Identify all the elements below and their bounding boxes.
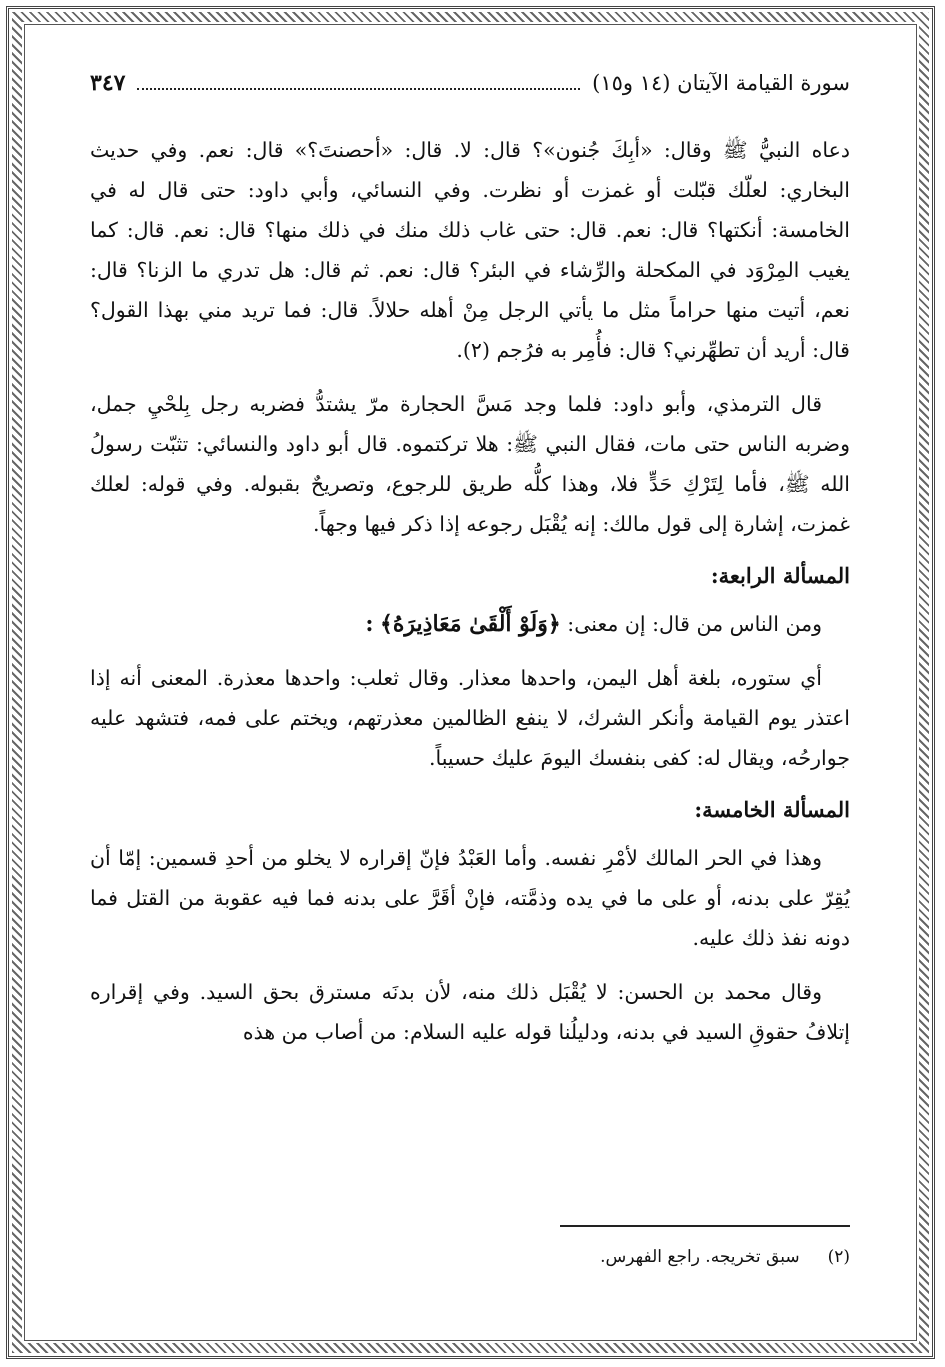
page-content	[90, 70, 850, 1267]
running-header-title: سورة القيامة الآيتان (١٤ و١٥)	[592, 71, 850, 95]
paragraph-maadhir-meaning: أي ستوره، بلغة أهل اليمن، واحدها معذار. وقال ثعلب: واحدها معذرة. المعنى أنه إذا اعتذر يوم القيامة وأنكر الشرك، لا ينفع الظالمين معذرتهم، ويختم على فمه، فتشهد عليه جوارحُه، ويقال له: كفى بنفسك اليومَ عليك حسيباً.	[90, 666, 850, 770]
paragraph-verse-intro	[90, 604, 850, 644]
running-header	[90, 70, 850, 110]
footnote-text: سبق تخريجه. راجع الفهرس.	[600, 1247, 800, 1267]
paragraph-free-and-slave: وهذا في الحر المالك لأمْرِ نفسه. وأما العَبْدُ فإنّ إقراره لا يخلو من أحدِ قسمين: إمّا أن يُقِرّ على بدنه، أو على ما في يده وذمَّته، فإنْ أقَرَّ على بدنه فما فيه عقوبة من القتل فما دونه نفذ ذلك عليه.	[90, 846, 850, 950]
page-number: ٣٤٧	[90, 70, 126, 96]
heading-fifth-issue: المسألة الخامسة:	[694, 797, 850, 822]
quran-verse: ﴿وَلَوْ أَلْقَىٰ مَعَاذِيرَهُ﴾	[380, 611, 561, 637]
heading-fourth-issue: المسألة الرابعة:	[710, 563, 850, 588]
verse-intro-text: ومن الناس من قال: إن معنى:	[567, 612, 822, 636]
footnote	[600, 1245, 850, 1269]
verse-colon: :	[365, 611, 374, 637]
header-dot-leader	[137, 74, 580, 90]
footnote-rule	[560, 1225, 850, 1227]
paragraph-muhammad-ibn-hasan: وقال محمد بن الحسن: لا يُقْبَل ذلك منه، لأن بدنَه مسترق بحق السيد. وفي إقراره إتلافُ حقوقِ السيد في بدنه، ودليلُنا قوله عليه السلام: من أصاب من هذه	[90, 980, 850, 1044]
paragraph-tirmidhi: قال الترمذي، وأبو داود: فلما وجد مَسَّ الحجارة مرّ يشتدُّ فضربه رجل بِلحْيِ جمل، وضربه الناس حتى مات، فقال النبي ﷺ: هلا تركتموه. قال أبو داود والنسائي: تثبّت رسولُ الله ﷺ، فأما لِتَرْكِ حَدٍّ فلا، وهذا كلُّه طريق للرجوع، وتصريحٌ بقبوله. وفي قوله: لعلك غمزت، إشارة إلى قول مالك: إنه يُقْبَل رجوعه إذا ذكر فيها وجهاً.	[90, 392, 850, 536]
footnote-marker: (٢)	[827, 1247, 850, 1267]
paragraph-hadith-narration: دعاه النبيُّ ﷺ وقال: «أبِكَ جُنون»؟ قال: لا. قال: «أحصنتَ؟» قال: نعم. وفي حديث البخاري: لعلّك قبّلت أو غمزت أو نظرت. وفي النسائي، وأبي داود: حتى قال له في الخامسة: أنكتها؟ قال: نعم. قال: حتى غاب ذلك منك في ذلك منها؟ قال: نعم. قال: كما يغيب المِرْوَد في المكحلة والرِّشاء في البئر؟ قال: نعم. ثم قال: هل تدري ما الزنا؟ قال: نعم، أتيت منها حراماً مثل ما يأتي الرجل مِنْ أهله حلالاً. قال: فما تريد مني بهذا القول؟ قال: أريد أن تطهِّرني؟ قال: فأُمِر به فرُجم (٢).	[90, 138, 850, 362]
